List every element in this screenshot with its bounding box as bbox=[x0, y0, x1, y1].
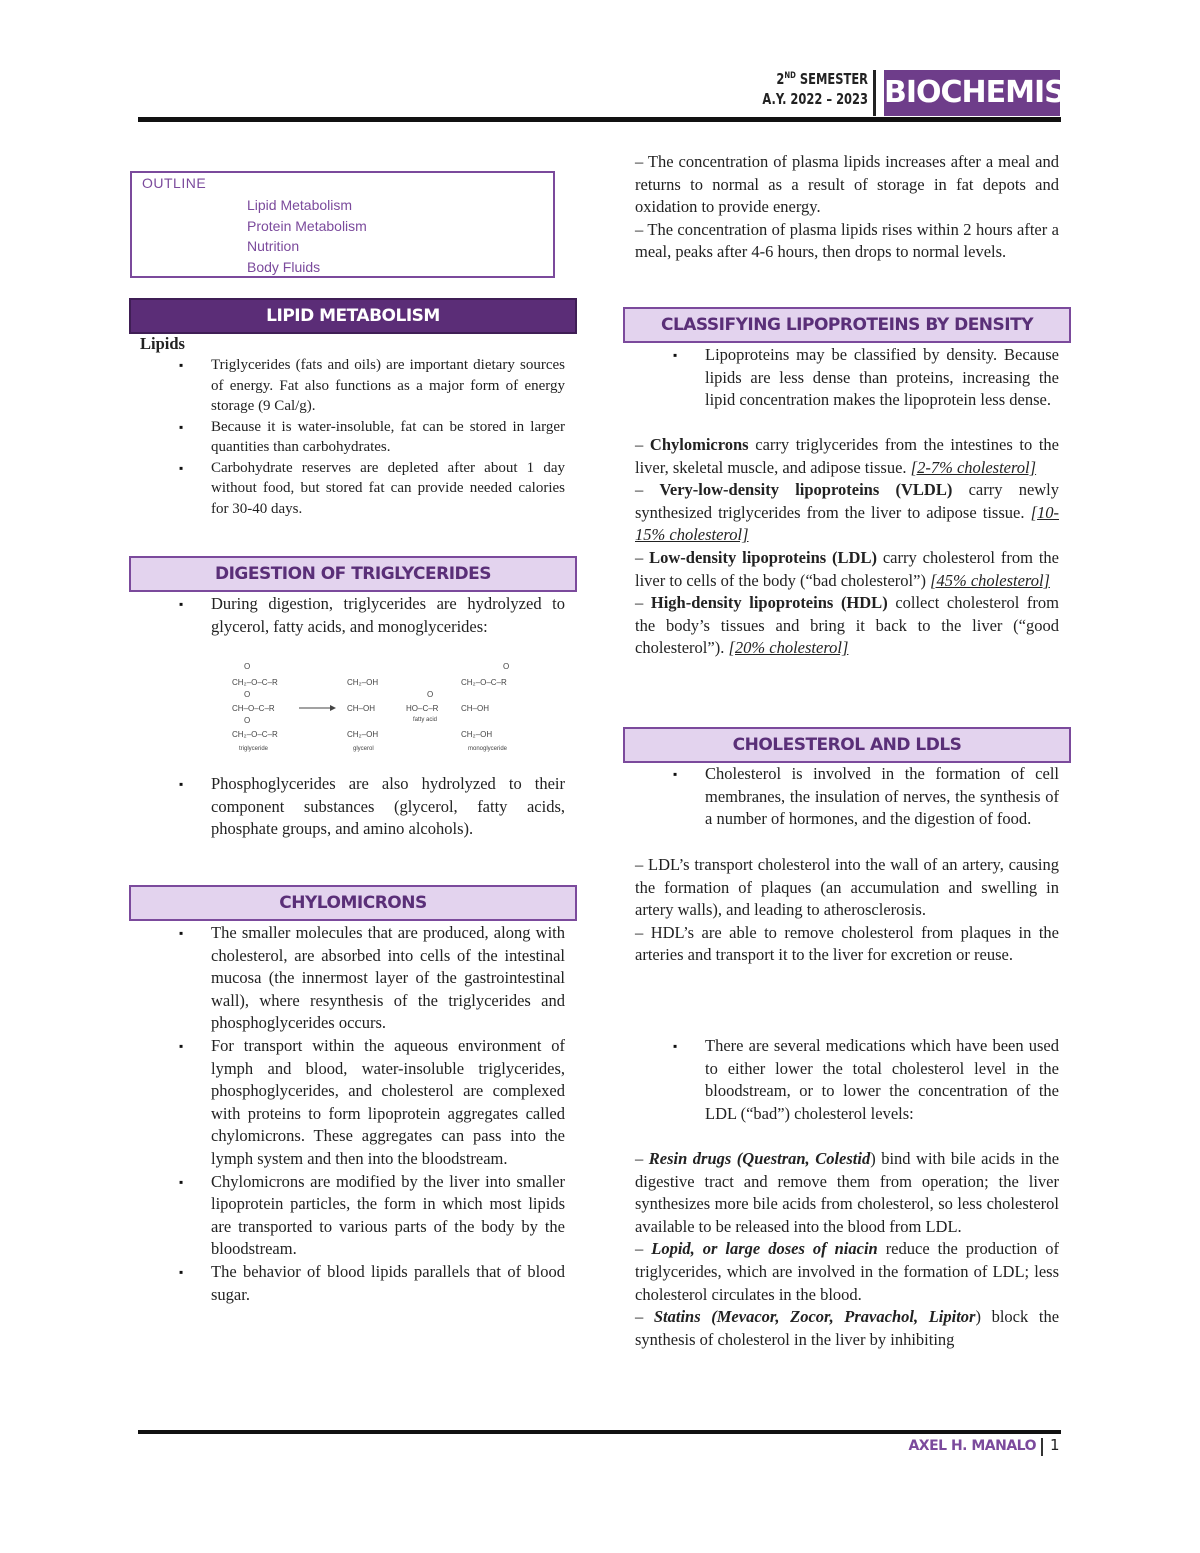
fatty-acid: HO–C–R bbox=[406, 704, 439, 713]
list-item: ▪ Triglycerides (fats and oils) are important dietary sources of energy. Fat also functions as a major form of energy storage (9 Cal/g). bbox=[211, 355, 565, 417]
list-item: ▪ Chylomicrons are modified by the liver into smaller lipoprotein particles, the form in which most lipids are transported to various parts of the body by the bloodstream. bbox=[211, 1171, 565, 1261]
outline-box bbox=[130, 171, 555, 278]
triglyceride-hydrolysis-diagram bbox=[225, 662, 530, 754]
carbonyl-o: O bbox=[503, 662, 510, 671]
section-header-chylomicrons: CHYLOMICRONS bbox=[129, 885, 577, 921]
outline-item[interactable]: Body Fluids bbox=[247, 258, 321, 275]
lipid-bullets bbox=[211, 355, 565, 519]
medication-statins: – Statins (Mevacor, Zocor, Pravachol, Lipitor) block the synthesis of cholesterol in the liver by inhibiting bbox=[635, 1307, 1060, 1349]
list-item: ▪ There are several medications which have been used to either lower the total cholesterol level in the bloodstream, or to lower the concentration of the LDL (“bad”) cholesterol levels: bbox=[705, 1035, 1059, 1125]
list-item: ▪ Cholesterol is involved in the formation of cell membranes, the insulation of nerves, the synthesis of a number of hormones, and the digestion of food. bbox=[705, 763, 1059, 831]
semester-label: 2ND SEMESTER A.Y. 2022 – 2023 bbox=[725, 66, 868, 109]
chylomicron-bullets bbox=[211, 922, 565, 1306]
medications-list bbox=[635, 1148, 1059, 1351]
section-header-classifying: CLASSIFYING LIPOPROTEINS BY DENSITY bbox=[623, 307, 1071, 343]
medication-resin: – Resin drugs (Questran, Colestid) bind with bile acids in the digestive tract and remove them from operation; the liver synthesizes more bile acids from cholesterol, so less cholesterol available to be released into the blood from LDL. bbox=[635, 1149, 1060, 1236]
list-item: ▪ During digestion, triglycerides are hydrolyzed to glycerol, fatty acids, and monoglycerides: bbox=[211, 593, 565, 638]
plasma-lipid-intro bbox=[635, 151, 1059, 264]
paragraph: – The concentration of plasma lipids rises within 2 hours after a meal, peaks after 4-6 hours, then drops to normal levels. bbox=[635, 219, 1059, 262]
carbonyl-o: O bbox=[427, 690, 434, 699]
list-item: ▪ Because it is water-insoluble, fat can be stored in larger quantities than carbohydrates. bbox=[211, 417, 565, 458]
digestion-bullet-1 bbox=[211, 593, 565, 638]
page-number: 1 bbox=[1050, 1436, 1060, 1454]
outline-label: OUTLINE bbox=[142, 175, 207, 191]
tg-line3: CH₂–O–C–R bbox=[232, 730, 278, 739]
mg-line2: CH–OH bbox=[461, 704, 490, 713]
section-header-lipid-metabolism: LIPID METABOLISM bbox=[129, 298, 577, 334]
list-item: ▪ Phosphoglycerides are also hydrolyzed to their component substances (glycerol, fatty acids, phosphate groups, and amino alcohols). bbox=[211, 773, 565, 841]
footer-rule bbox=[138, 1430, 1061, 1434]
lipoprotein-vldl: – Very-low-density lipoproteins (VLDL) carry newly synthesized triglycerides from the liver to adipose tissue. [10-15% cholesterol] bbox=[635, 480, 1060, 545]
classify-bullet bbox=[705, 344, 1059, 412]
carbonyl-o: O bbox=[244, 690, 251, 699]
cholesterol-lines bbox=[635, 854, 1059, 967]
list-item: ▪ For transport within the aqueous environment of lymph and blood, water-insoluble triglycerides, phosphoglycerides, and cholesterol are complexed with proteins to form lipoprotein aggregates called chylomicrons. These aggregates can pass into the lymph system and then into the bloodstream. bbox=[211, 1035, 565, 1171]
caption-monoglyceride: monoglyceride bbox=[468, 746, 508, 752]
list-item: ▪ Carbohydrate reserves are depleted after about 1 day without food, but stored fat can provide needed calories for 30-40 days. bbox=[211, 458, 565, 520]
outline-item[interactable]: Nutrition bbox=[247, 238, 300, 254]
mg-line1: CH₂–O–C–R bbox=[461, 678, 507, 687]
lipids-block bbox=[140, 334, 565, 355]
outline-item[interactable]: Lipid Metabolism bbox=[247, 197, 353, 213]
list-item: ▪ Lipoproteins may be classified by density. Because lipids are less dense than proteins, increasing the lipid concentration makes the lipoprotein less dense. bbox=[705, 344, 1059, 412]
paragraph: – HDL’s are able to remove cholesterol from plaques in the arteries and transport it to the liver for excretion or reuse. bbox=[635, 922, 1059, 965]
lipoprotein-list bbox=[635, 434, 1059, 660]
section-header-cholesterol: CHOLESTEROL AND LDLS bbox=[623, 727, 1071, 763]
medications-bullet bbox=[705, 1035, 1059, 1125]
subject-title: BIOCHEMISTRY bbox=[884, 70, 1060, 116]
author-name: AXEL H. MANALO bbox=[908, 1438, 1036, 1454]
outline-list bbox=[247, 195, 367, 277]
lipoprotein-chylomicrons: – Chylomicrons carry triglycerides from the intestines to the liver, skeletal muscle, and adipose tissue. [2-7% cholesterol] bbox=[635, 435, 1060, 477]
lipids-title: Lipids bbox=[140, 334, 185, 353]
medication-lopid: – Lopid, or large doses of niacin reduce the production of triglycerides, which are involved in the formation of LDL; less cholesterol circulates in the blood. bbox=[635, 1239, 1059, 1304]
glycerol-line1: CH₂–OH bbox=[347, 678, 379, 687]
tg-line2: CH–O–C–R bbox=[232, 704, 275, 713]
tg-line1: CH₂–O–C–R bbox=[232, 678, 278, 687]
glycerol-line3: CH₂–OH bbox=[347, 730, 379, 739]
header-divider bbox=[873, 70, 876, 116]
footer-divider bbox=[1041, 1438, 1043, 1456]
list-item: ▪ The smaller molecules that are produced, along with cholesterol, are absorbed into cells of the intestinal mucosa (the innermost layer of the gastrointestinal wall), where resynthesis of the triglycerides and phosphoglycerides occurs. bbox=[211, 922, 565, 1035]
lipoprotein-hdl: – High-density lipoproteins (HDL) collect cholesterol from the body’s tissues and bring it back to the liver (“good cholesterol”). [20% cholesterol] bbox=[635, 593, 1059, 658]
list-item: ▪ The behavior of blood lipids parallels that of blood sugar. bbox=[211, 1261, 565, 1306]
carbonyl-o: O bbox=[244, 716, 251, 725]
header-rule bbox=[138, 117, 1061, 122]
outline-item[interactable]: Protein Metabolism bbox=[247, 217, 367, 234]
section-header-digestion: DIGESTION OF TRIGLYCERIDES bbox=[129, 556, 577, 592]
cholesterol-bullet bbox=[705, 763, 1059, 831]
caption-glycerol: glycerol bbox=[353, 746, 374, 752]
carbonyl-o: O bbox=[244, 662, 251, 671]
paragraph: – LDL’s transport cholesterol into the wall of an artery, causing the formation of plaques (an accumulation and swelling in artery walls), and leading to atherosclerosis. bbox=[635, 855, 1059, 920]
academic-year: A.Y. 2022 – 2023 bbox=[762, 90, 868, 108]
glycerol-line2: CH–OH bbox=[347, 704, 376, 713]
mg-line3: CH₂–OH bbox=[461, 730, 493, 739]
arrow-head bbox=[330, 705, 336, 711]
digestion-bullet-2 bbox=[211, 773, 565, 841]
paragraph: – The concentration of plasma lipids increases after a meal and returns to normal as a result of storage in fat depots and oxidation to provide energy. bbox=[635, 152, 1059, 217]
caption-triglyceride: triglyceride bbox=[239, 746, 269, 752]
lipoprotein-ldl: – Low-density lipoproteins (LDL) carry cholesterol from the liver to cells of the body (“bad cholesterol”) [45% cholesterol] bbox=[635, 547, 1060, 590]
caption-fatty-acid: fatty acid bbox=[413, 717, 438, 723]
